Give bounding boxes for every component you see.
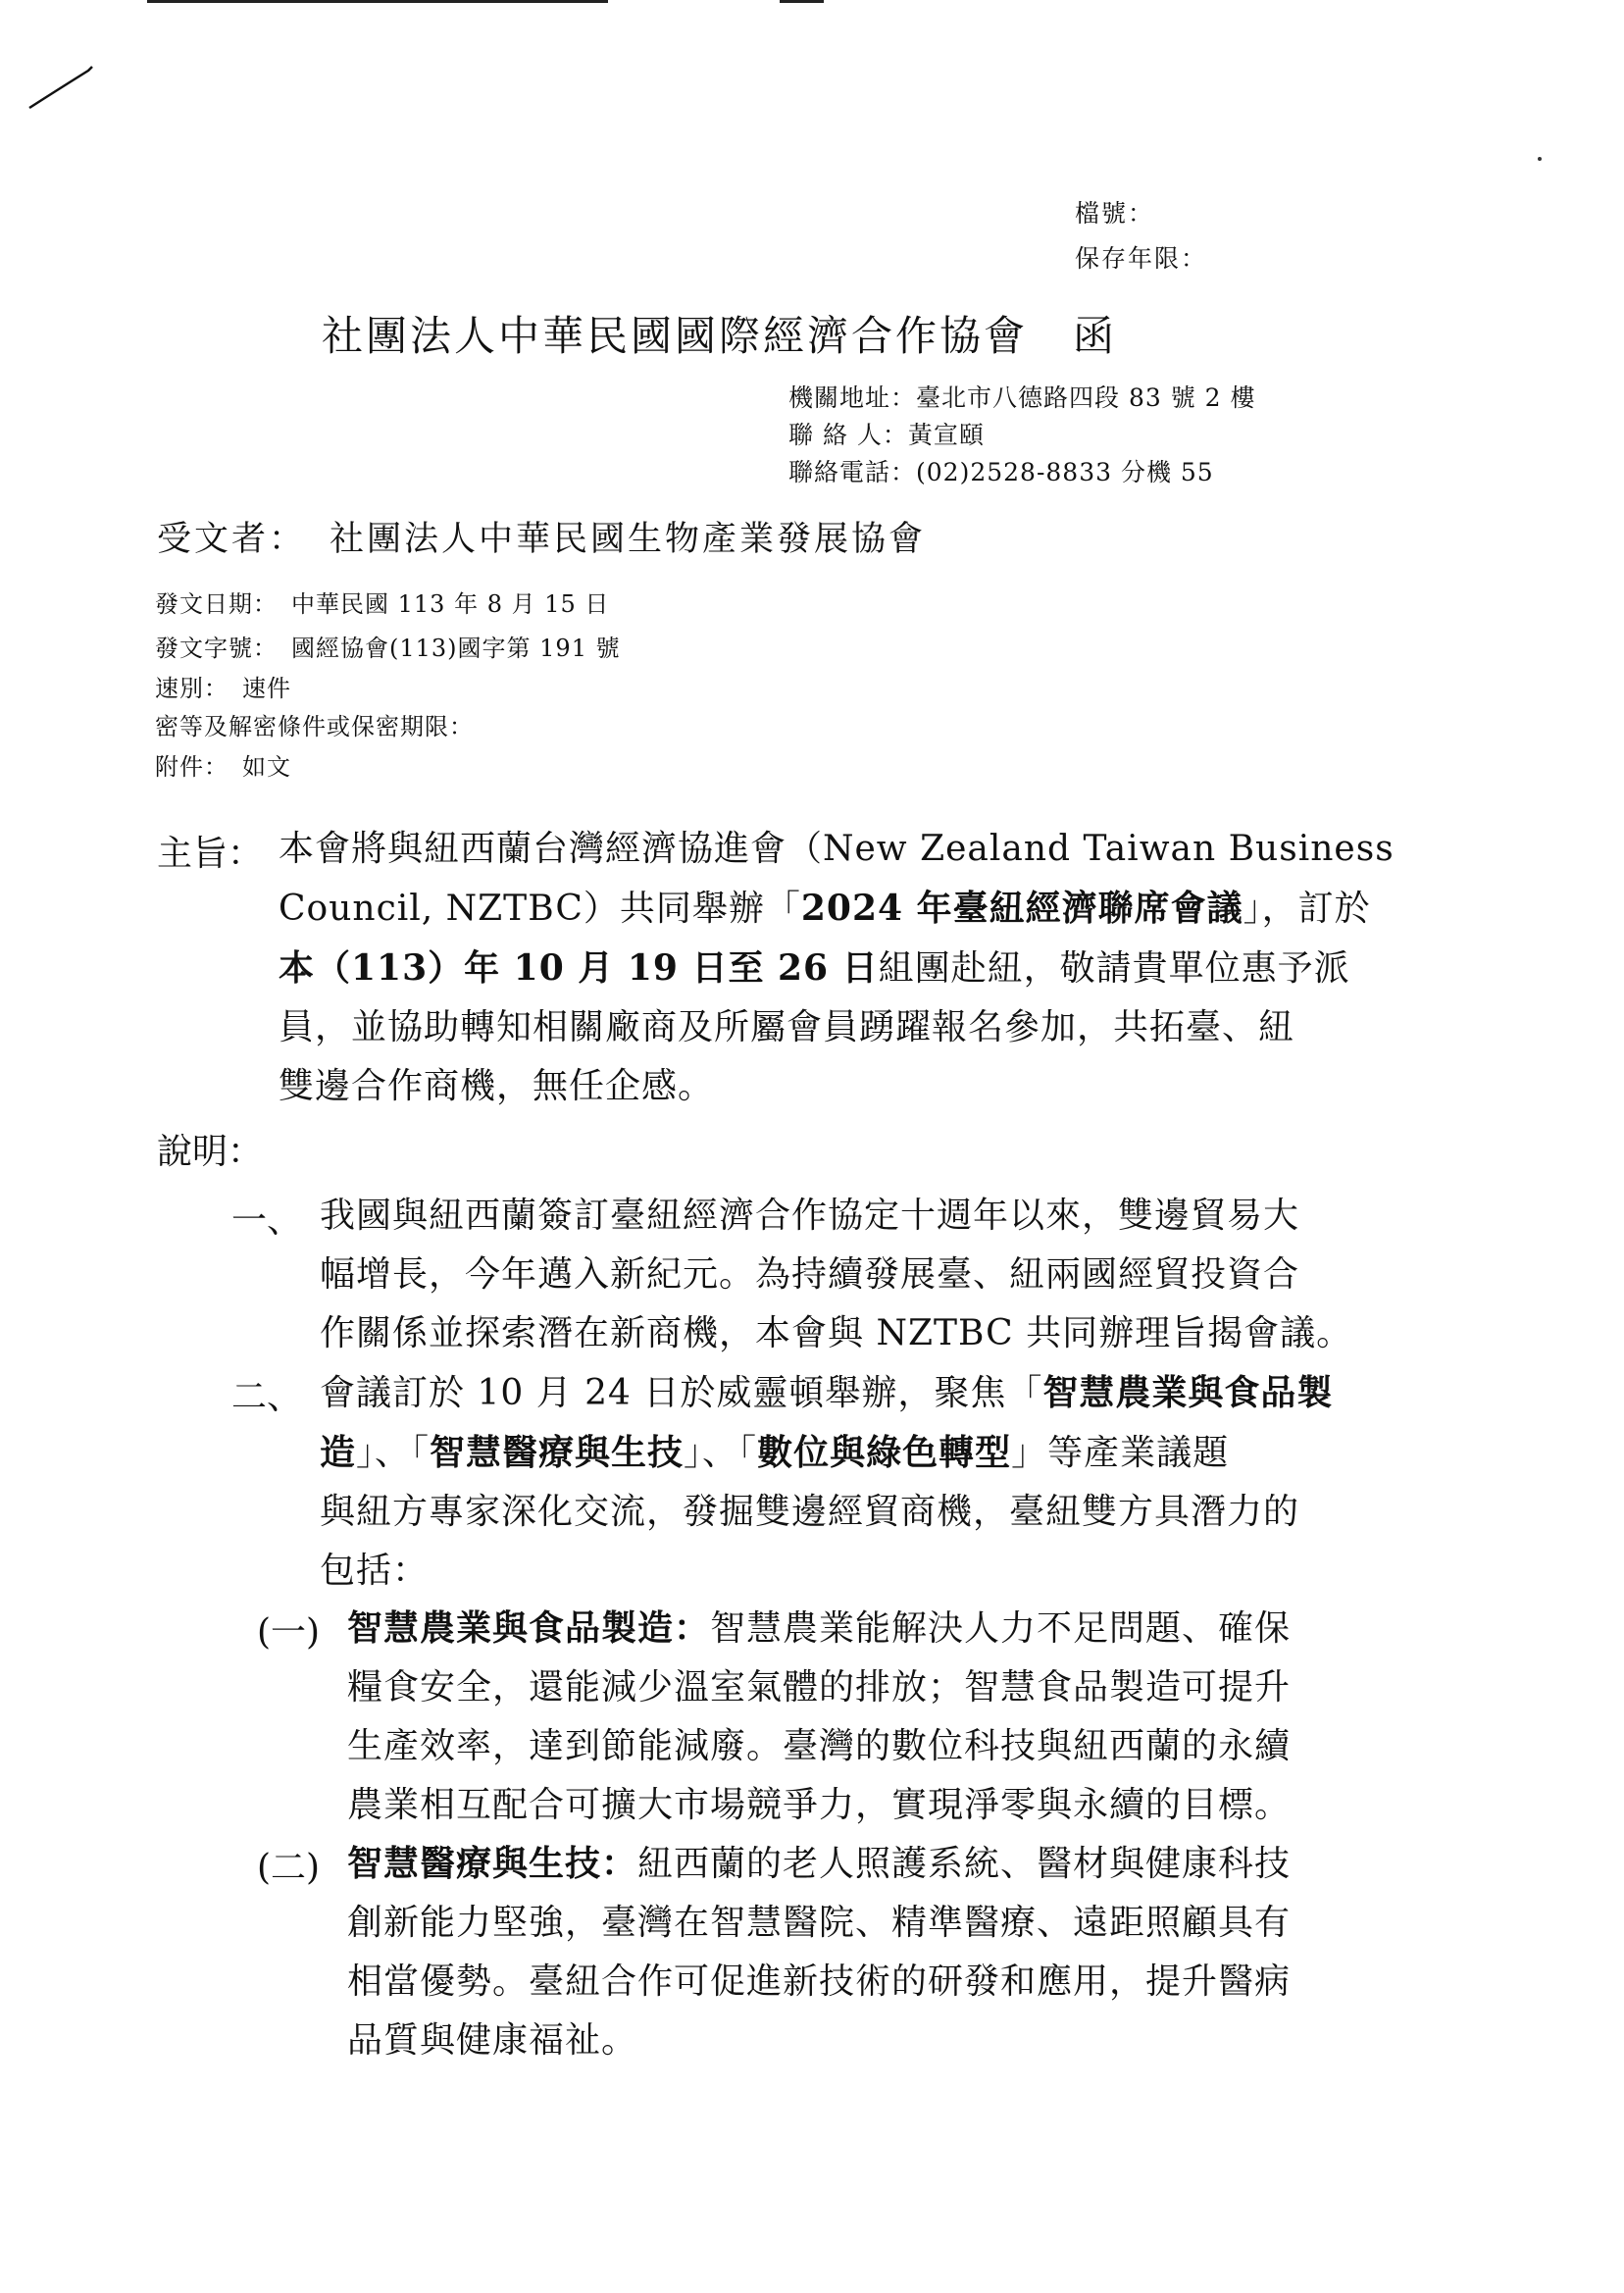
- explanation-line: 作關係並探索潛在新商機，本會與 NZTBC 共同辦理旨揭會議。: [320, 1313, 1353, 1353]
- sub-item-line: 品質與健康福祉。: [347, 2020, 638, 2061]
- speed-label: 速別：: [155, 675, 228, 702]
- doc-type: 函: [1073, 312, 1118, 360]
- sub-item-2: [347, 1834, 1291, 2070]
- contact-person: 聯 絡 人：黃宣頤: [788, 421, 985, 449]
- topic-smart-health: 智慧醫療與生技: [430, 1432, 685, 1473]
- scan-edge-line: [780, 0, 824, 3]
- issue-number: [155, 629, 621, 663]
- org-name: 社團法人中華民國國際經濟合作協會: [322, 312, 1029, 360]
- scan-speck: [1538, 157, 1542, 161]
- explanation-label: 說明：: [157, 1132, 264, 1172]
- sub-item-line: 農業相互配合可擴大市場競爭力，實現淨零與永續的目標。: [347, 1785, 1292, 1825]
- sub-item-2-marker: (二): [257, 1848, 321, 1888]
- speed-class: [155, 669, 291, 703]
- recipient-name: 社團法人中華民國生物產業發展協會: [330, 520, 927, 559]
- subject-line: [279, 879, 1395, 939]
- attachment: [155, 747, 291, 782]
- subject-line: 員，並協助轉知相關廠商及所屬會員踴躍報名參加，共拓臺、紐: [279, 1007, 1295, 1047]
- file-number-label: 檔號：: [1075, 199, 1155, 228]
- issue-number-value: 國經協會(113)國字第 191 號: [291, 635, 621, 662]
- explanation-line: [320, 1423, 1333, 1483]
- sub-item-1-marker: (一): [257, 1612, 321, 1653]
- sub-item-1: [347, 1599, 1291, 1835]
- sub-item-line: 生產效率，達到節能減廢。臺灣的數位科技與紐西蘭的永續: [347, 1726, 1292, 1766]
- contact-phone: 聯絡電話：(02)2528-8833 分機 55: [788, 458, 1214, 486]
- retention-label: 保存年限：: [1075, 244, 1208, 273]
- subject-line: [279, 939, 1395, 998]
- explanation-line: 與紐方專家深化交流，發掘雙邊經貿商機，臺紐雙方具潛力的: [320, 1492, 1300, 1532]
- topic-smart-agri: 智慧農業與食品製: [1042, 1372, 1334, 1413]
- explanation-line: 我國與紐西蘭簽訂臺紐經濟合作協定十週年以來，雙邊貿易大: [320, 1196, 1300, 1236]
- explanation-line: 包括：: [320, 1551, 430, 1591]
- subject-line: 本會將與紐西蘭台灣經濟協進會（New Zealand Taiwan Business: [279, 829, 1395, 869]
- attachment-value: 如文: [242, 753, 291, 781]
- issue-date-label: 發文日期：: [155, 590, 278, 618]
- subject-text-run: Council, NZTBC）共同舉辦「: [279, 889, 801, 929]
- explanation-text-run: 」、「: [356, 1433, 431, 1473]
- conference-name: 2024 年臺紐經濟聯席會議: [800, 888, 1243, 929]
- explanation-line: [320, 1363, 1333, 1423]
- subject-text: [279, 820, 1395, 1116]
- speed-value: 速件: [242, 675, 291, 702]
- sub-item-line: 創新能力堅強，臺灣在智慧醫院、精準醫療、遠距照顧具有: [347, 1903, 1292, 1943]
- issue-date-value: 中華民國 113 年 8 月 15 日: [291, 590, 610, 618]
- sub-item-line: 相當優勢。臺紐合作可促進新技術的研發和應用，提升醫病: [347, 1962, 1292, 2002]
- sub-item-1-title: 智慧農業與食品製造：: [347, 1607, 711, 1649]
- explanation-text-run: 」、「: [684, 1433, 758, 1473]
- subject-text-run: 」，訂於: [1243, 889, 1371, 929]
- secrecy-level: 密等及解密條件或保密期限：: [155, 713, 474, 740]
- sub-item-text-run: 智慧農業能解決人力不足問題、確保: [710, 1608, 1292, 1649]
- explanation-line: 幅增長，今年邁入新紀元。為持續發展臺、紐兩國經貿投資合: [320, 1254, 1300, 1295]
- sub-item-text-run: 紐西蘭的老人照護系統、醫材與健康科技: [637, 1844, 1292, 1884]
- item-1-marker: 一、: [231, 1200, 303, 1241]
- pen-stroke-mark: [27, 63, 96, 112]
- explanation-text-run: 」等產業議題: [1011, 1433, 1230, 1473]
- item-2-marker: 二、: [231, 1377, 303, 1417]
- sub-item-line: [347, 1834, 1291, 1894]
- sub-item-line: 糧食安全，還能減少溫室氣體的排放；智慧食品製造可提升: [347, 1667, 1292, 1707]
- explanation-item-2: [320, 1363, 1333, 1601]
- issue-number-label: 發文字號：: [155, 635, 278, 662]
- topic-smart-agri-tail: 造: [320, 1432, 357, 1473]
- explanation-text-run: 會議訂於 10 月 24 日於威靈頓舉辦，聚焦「: [320, 1373, 1043, 1413]
- sub-item-2-title: 智慧醫療與生技：: [347, 1843, 638, 1884]
- explanation-item-1: [320, 1187, 1352, 1363]
- recipient: [157, 512, 926, 561]
- attachment-label: 附件：: [155, 753, 228, 781]
- subject-line: 雙邊合作商機，無任企感。: [279, 1066, 715, 1106]
- scan-edge-line: [147, 0, 608, 3]
- org-address: 機關地址：臺北市八德路四段 83 號 2 樓: [788, 383, 1256, 412]
- document-title: [322, 304, 1117, 363]
- sub-item-line: [347, 1599, 1291, 1658]
- issue-date: [155, 585, 609, 619]
- recipient-label: 受文者：: [157, 520, 307, 559]
- subject-text-run: 組團赴紐，敬請貴單位惠予派: [878, 948, 1350, 989]
- subject-label: 主旨：: [157, 834, 264, 874]
- topic-digital-green: 數位與綠色轉型: [757, 1432, 1012, 1473]
- travel-dates: 本（113）年 10 月 19 日至 26 日: [279, 947, 879, 989]
